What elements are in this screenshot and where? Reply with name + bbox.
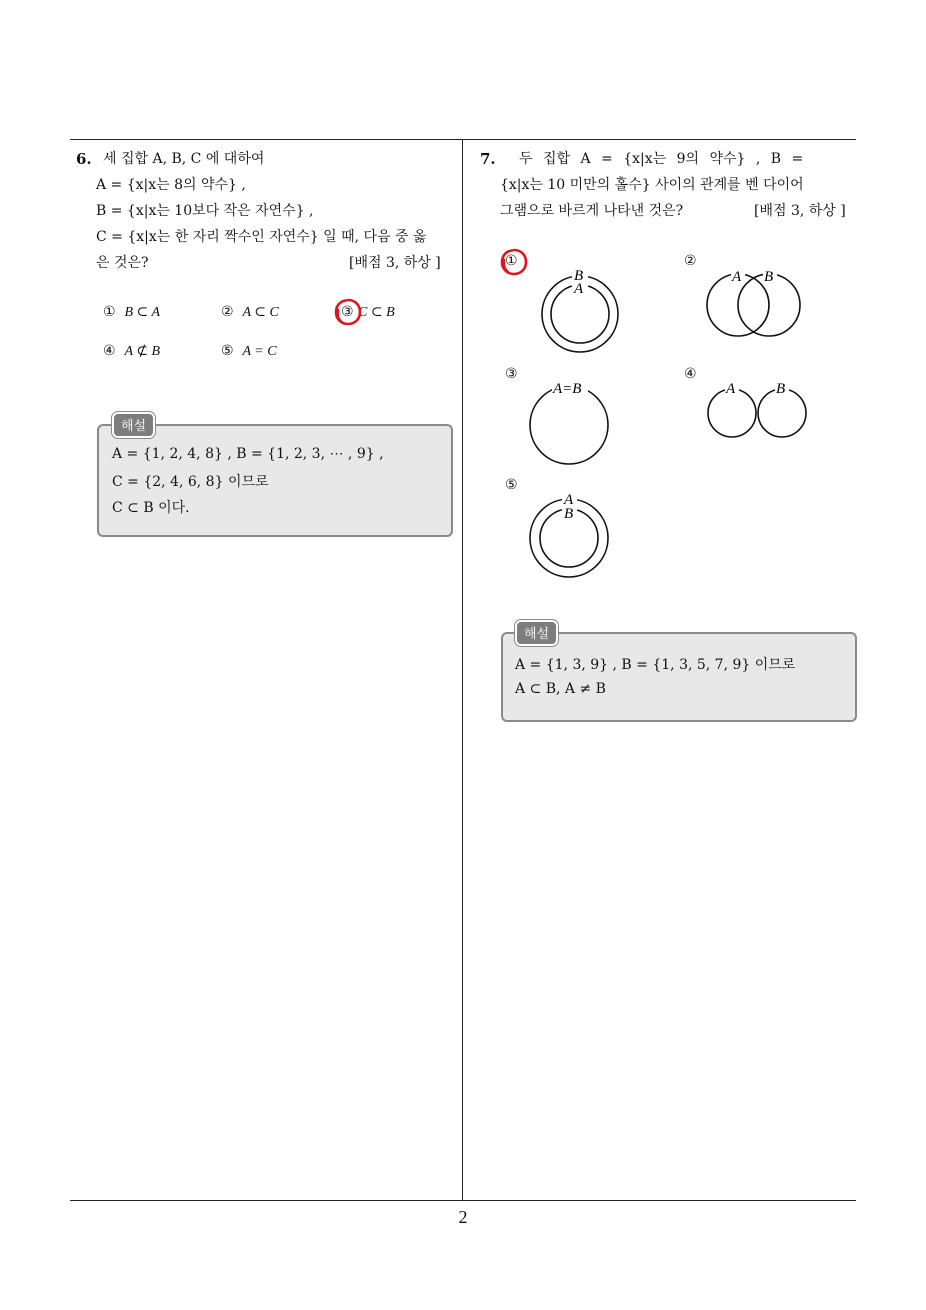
venn-label-a: A <box>574 281 584 297</box>
score-label: [배점 3, 하상 ] <box>754 203 846 219</box>
solution-label: 해설 <box>515 620 558 646</box>
question-stem-line-3: 그램으로 바르게 나타낸 것은? <box>500 203 684 219</box>
question-stem-line-2: {x|x는 10 미만의 홀수} 사이의 관계를 벤 다이어 <box>500 177 804 193</box>
page-number: 2 <box>458 1207 468 1227</box>
venn-choice-2[interactable] <box>707 267 800 336</box>
venn-label-a: A <box>726 381 736 397</box>
question-number: 6. <box>76 150 92 168</box>
choice-number: ③ <box>341 304 354 320</box>
bottom-rule <box>70 1200 856 1201</box>
choice-text: A ⊂ C <box>242 305 279 320</box>
set-b-definition: B = {x|x는 10보다 작은 자연수} , <box>96 203 314 219</box>
choice-text: B ⊂ A <box>124 305 161 320</box>
set-c-definition: C = {x|x는 한 자리 짝수인 자연수} 일 때, 다음 중 옳 <box>96 229 427 245</box>
choice-text: C ⊂ B <box>358 305 395 320</box>
venn-label-ab: A=B <box>553 381 582 397</box>
venn-choice-5[interactable] <box>530 491 608 577</box>
choice-4[interactable] <box>103 343 160 360</box>
choice-number: ② <box>221 304 234 320</box>
choice-1-number[interactable]: ① <box>505 253 518 269</box>
solution-line-2: C = {2, 4, 6, 8} 이므로 <box>112 474 269 490</box>
solution-line-1: A = {1, 2, 4, 8} , B = {1, 2, 3, ⋯ , 9} , <box>112 446 384 462</box>
choice-3-number[interactable]: ③ <box>505 366 518 382</box>
venn-label-b: B <box>764 269 774 285</box>
choice-number: ④ <box>103 343 116 359</box>
solution-line-2: A ⊂ B, A ≠ B <box>515 681 606 697</box>
venn-choice-1[interactable] <box>542 268 618 352</box>
choice-number: ① <box>103 304 116 320</box>
choice-5-number[interactable]: ⑤ <box>505 477 518 493</box>
venn-diagrams <box>500 255 830 595</box>
choice-4-number[interactable]: ④ <box>684 366 697 382</box>
solution-label: 해설 <box>112 412 155 438</box>
venn-choice-4[interactable] <box>708 380 806 437</box>
venn-choice-3[interactable] <box>530 379 608 464</box>
venn-label-b: B <box>776 381 786 397</box>
solution-line-1: A = {1, 3, 9} , B = {1, 3, 5, 7, 9} 이므로 <box>515 657 796 673</box>
venn-label-a: A <box>732 269 742 285</box>
answer-mark-circle <box>333 297 363 327</box>
choice-text: A = C <box>242 344 277 359</box>
venn-circle-ab <box>530 386 608 464</box>
column-divider <box>462 139 463 1201</box>
question-stem-end: 은 것은? <box>96 255 149 271</box>
question-number: 7. <box>480 150 496 168</box>
choice-2[interactable] <box>221 304 279 321</box>
venn-label-b: B <box>564 506 574 522</box>
solution-line-3: C ⊂ B 이다. <box>112 500 190 516</box>
score-label: [배점 3, 하상 ] <box>349 255 441 271</box>
set-a-definition: A = {x|x는 8의 약수} , <box>96 177 246 193</box>
top-rule <box>70 139 856 140</box>
venn-label-b: B <box>574 268 584 284</box>
choice-2-number[interactable]: ② <box>684 253 697 269</box>
venn-label-a: A <box>564 492 574 508</box>
choice-number: ⑤ <box>221 343 234 359</box>
question-stem: 세 집합 A, B, C 에 대하여 <box>103 151 265 167</box>
question-stem-line-1: 두 집합 A = {x|x는 9의 약수} , B = <box>519 151 804 167</box>
choice-text: A ⊄ B <box>124 344 161 359</box>
choice-5[interactable] <box>221 343 277 360</box>
choice-1[interactable] <box>103 304 160 321</box>
